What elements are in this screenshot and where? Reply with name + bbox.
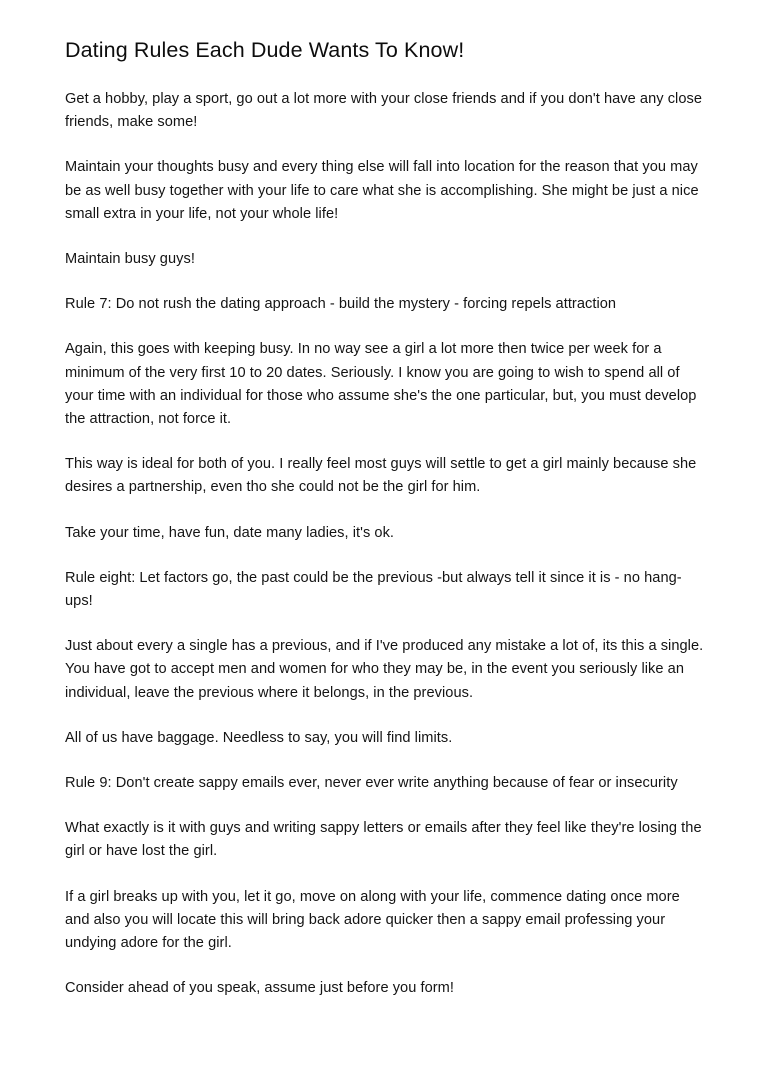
paragraph-consider-ahead: Consider ahead of you speak, assume just before you form! (65, 980, 454, 997)
document-title: Dating Rules Each Dude Wants To Know! (65, 38, 465, 62)
paragraph-baggage: All of us have baggage. Needless to say, you will find limits. (65, 729, 453, 746)
paragraph-keeping-busy: Again, this goes with keeping busy. In no way see a girl a lot more then twice per week for a minimum of the very first 10 to 20 dates. Seriously. I know you are going to wish to spend all of your time with an individual for those who assume she's the one particular, but, you must develop the attraction, not force it. (65, 341, 697, 428)
paragraph-busy-thoughts: Maintain your thoughts busy and every thing else will fall into location for the reason that you may be as well busy together with your life to care what she is accomplishing. She might be just a nice small extra in your life, not your whole life! (65, 159, 699, 222)
paragraph-ideal-way: This way is ideal for both of you. I really feel most guys will settle to get a girl mainly because she desires a partnership, even tho she could not be the girl for him. (65, 456, 697, 496)
paragraph-take-your-time: Take your time, have fun, date many ladies, it's ok. (65, 524, 395, 541)
paragraph-maintain-busy: Maintain busy guys! (65, 251, 195, 268)
paragraph-sappy-letters: What exactly is it with guys and writing sappy letters or emails after they feel like they're losing the girl or have lost the girl. (65, 820, 702, 860)
paragraph-hobby: Get a hobby, play a sport, go out a lot more with your close friends and if you don't have any close friends, make some! (65, 91, 703, 131)
paragraph-rule-7: Rule 7: Do not rush the dating approach - build the mystery - forcing repels attraction (65, 296, 617, 313)
paragraph-rule-8: Rule eight: Let factors go, the past could be the previous -but always tell it since it is - no hang-ups! (65, 569, 682, 610)
paragraph-previous: Just about every a single has a previous, and if I've produced any mistake a lot of, its this a single. You have got to accept men and women for who they may be, in the event you seriously like an individual, leave the previous where it belongs, in the previous. (65, 638, 704, 701)
paragraph-rule-9: Rule 9: Don't create sappy emails ever, never ever write anything because of fear or insecurity (65, 775, 678, 792)
paragraph-breaks-up: If a girl breaks up with you, let it go, move on along with your life, commence dating once more and also you will locate this will bring back adore quicker then a sappy email professing your undying adore for the girl. (65, 888, 680, 952)
